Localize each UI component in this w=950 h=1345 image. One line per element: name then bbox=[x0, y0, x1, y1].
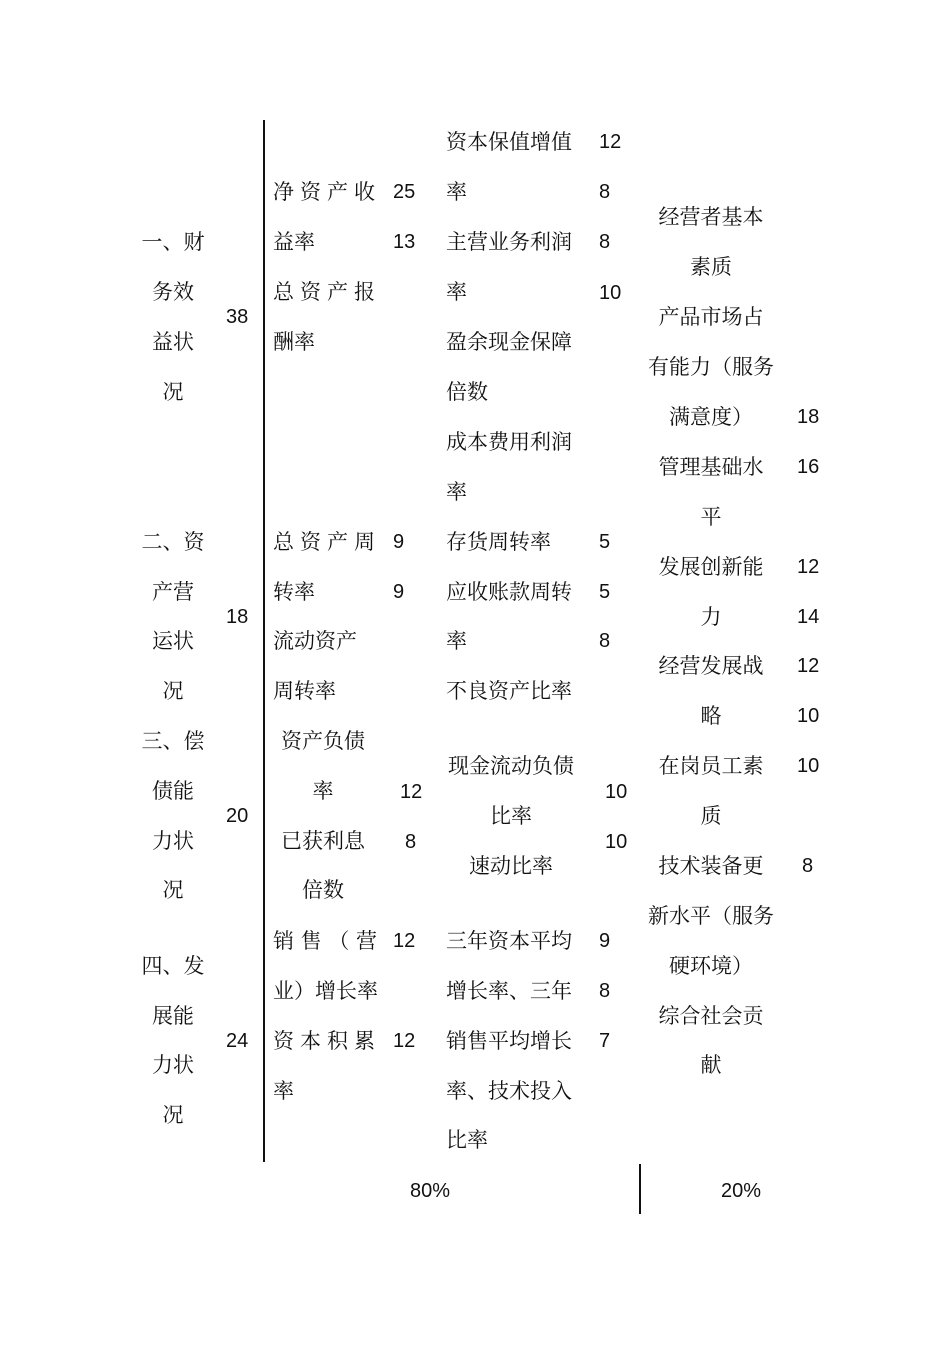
mod-solvency-line-2: 比率 bbox=[490, 804, 532, 828]
section-2-title-line-2: 产营 bbox=[152, 580, 194, 604]
mod-growth-line-4: 率、技术投入 bbox=[446, 1079, 572, 1103]
basic-operation-line-3: 流动资产 bbox=[273, 629, 357, 653]
section-4-score: 24 bbox=[226, 1030, 249, 1052]
basic-solvency-score-1: 12 bbox=[400, 781, 423, 803]
qual-score-2: 16 bbox=[797, 456, 820, 478]
basic-finance-line-3: 总资产报 bbox=[273, 280, 381, 304]
mod-growth-score-3: 7 bbox=[599, 1030, 611, 1052]
qual-line-6: 管理基础水 bbox=[658, 455, 764, 479]
qual-line-17: 综合社会贡 bbox=[658, 1004, 764, 1028]
weight-divider bbox=[639, 1164, 641, 1214]
mod-finance-score-1: 12 bbox=[599, 131, 622, 153]
basic-finance-score-1: 25 bbox=[393, 181, 416, 203]
qual-line-14: 技术装备更 bbox=[658, 854, 764, 878]
basic-finance-line-2: 益率 bbox=[273, 230, 315, 254]
qual-score-5: 12 bbox=[797, 655, 820, 677]
section-1-title-line-1: 一、财 bbox=[141, 230, 205, 254]
qual-line-4: 有能力（服务 bbox=[648, 355, 774, 379]
section-1-title-line-2: 务效 bbox=[152, 280, 194, 304]
section-3-title-line-1: 三、偿 bbox=[141, 729, 205, 753]
qualitative-weight: 20% bbox=[721, 1180, 762, 1202]
section-2-title-line-4: 况 bbox=[162, 679, 184, 703]
qual-score-4: 14 bbox=[797, 606, 820, 628]
basic-finance-line-1: 净资产收 bbox=[273, 180, 381, 204]
basic-solvency-score-2: 8 bbox=[405, 831, 417, 853]
qual-line-18: 献 bbox=[700, 1053, 722, 1077]
qual-line-16: 硬环境） bbox=[669, 954, 753, 978]
basic-solvency-line-1: 资产负债 bbox=[281, 729, 365, 753]
column-divider bbox=[263, 120, 265, 1162]
qual-line-12: 在岗员工素 bbox=[658, 754, 764, 778]
basic-growth-line-4: 率 bbox=[273, 1079, 294, 1103]
quantitative-weight: 80% bbox=[410, 1180, 451, 1202]
mod-solvency-score-2: 10 bbox=[605, 831, 628, 853]
qual-score-1: 18 bbox=[797, 406, 820, 428]
basic-finance-score-2: 13 bbox=[393, 231, 416, 253]
mod-solvency-line-1: 现金流动负债 bbox=[448, 754, 574, 778]
mod-finance-line-3: 主营业务利润 bbox=[446, 230, 572, 254]
section-2-title-line-1: 二、资 bbox=[141, 530, 205, 554]
section-3-title-line-4: 况 bbox=[162, 878, 184, 902]
qual-line-5: 满意度） bbox=[669, 405, 753, 429]
section-1-title-line-4: 况 bbox=[162, 380, 184, 404]
mod-operation-line-4: 不良资产比率 bbox=[446, 679, 572, 703]
mod-growth-score-1: 9 bbox=[599, 930, 611, 952]
mod-operation-score-2: 5 bbox=[599, 581, 611, 603]
qual-line-8: 发展创新能 bbox=[658, 555, 764, 579]
mod-finance-line-5: 盈余现金保障 bbox=[446, 330, 572, 354]
section-4-title-line-1: 四、发 bbox=[141, 954, 205, 978]
basic-solvency-line-3: 已获利息 bbox=[281, 829, 365, 853]
mod-finance-score-4: 10 bbox=[599, 282, 622, 304]
qual-line-7: 平 bbox=[700, 505, 722, 529]
basic-finance-line-4: 酬率 bbox=[273, 330, 315, 354]
qual-score-3: 12 bbox=[797, 556, 820, 578]
basic-growth-score-1: 12 bbox=[393, 930, 416, 952]
section-3-title-line-2: 债能 bbox=[152, 779, 194, 803]
mod-operation-line-3: 率 bbox=[446, 629, 467, 653]
qual-line-9: 力 bbox=[700, 605, 722, 629]
mod-finance-line-4: 率 bbox=[446, 280, 467, 304]
mod-finance-score-3: 8 bbox=[599, 231, 611, 253]
qual-line-13: 质 bbox=[700, 804, 722, 828]
mod-finance-line-1: 资本保值增值 bbox=[446, 130, 572, 154]
mod-operation-line-2: 应收账款周转 bbox=[446, 580, 572, 604]
qual-score-7: 10 bbox=[797, 755, 820, 777]
mod-growth-line-2: 增长率、三年 bbox=[446, 979, 572, 1003]
mod-growth-line-5: 比率 bbox=[446, 1128, 488, 1152]
mod-solvency-line-3: 速动比率 bbox=[469, 854, 553, 878]
basic-solvency-line-4: 倍数 bbox=[302, 878, 344, 902]
qual-line-2: 素质 bbox=[690, 255, 732, 279]
section-2-score: 18 bbox=[226, 606, 249, 628]
basic-operation-line-1: 总资产周 bbox=[273, 530, 381, 554]
basic-operation-score-2: 9 bbox=[393, 581, 405, 603]
basic-operation-line-2: 转率 bbox=[273, 580, 315, 604]
mod-finance-line-8: 率 bbox=[446, 480, 467, 504]
section-4-title-line-2: 展能 bbox=[152, 1004, 194, 1028]
mod-growth-line-1: 三年资本平均 bbox=[446, 929, 572, 953]
qual-score-8: 8 bbox=[802, 855, 814, 877]
section-3-title-line-3: 力状 bbox=[152, 829, 194, 853]
basic-growth-line-1: 销 售 （ 营 bbox=[273, 929, 378, 953]
section-1-score: 38 bbox=[226, 306, 249, 328]
basic-operation-score-1: 9 bbox=[393, 531, 405, 553]
section-2-title-line-3: 运状 bbox=[152, 629, 194, 653]
mod-solvency-score-1: 10 bbox=[605, 781, 628, 803]
basic-solvency-line-2: 率 bbox=[312, 779, 334, 803]
section-4-title-line-4: 况 bbox=[162, 1103, 184, 1127]
mod-operation-line-1: 存货周转率 bbox=[446, 530, 551, 554]
qual-line-15: 新水平（服务 bbox=[648, 904, 774, 928]
basic-growth-line-3: 资本积累 bbox=[273, 1029, 381, 1053]
mod-finance-line-7: 成本费用利润 bbox=[446, 430, 572, 454]
mod-growth-score-2: 8 bbox=[599, 980, 611, 1002]
mod-operation-score-1: 5 bbox=[599, 531, 611, 553]
mod-finance-line-6: 倍数 bbox=[446, 380, 488, 404]
section-4-title-line-3: 力状 bbox=[152, 1053, 194, 1077]
section-1-title-line-3: 益状 bbox=[152, 330, 194, 354]
basic-growth-line-2: 业）增长率 bbox=[273, 979, 378, 1003]
qual-line-11: 略 bbox=[700, 704, 722, 728]
qual-line-10: 经营发展战 bbox=[658, 654, 764, 678]
qual-line-1: 经营者基本 bbox=[658, 205, 764, 229]
mod-growth-line-3: 销售平均增长 bbox=[446, 1029, 572, 1053]
section-3-score: 20 bbox=[226, 805, 249, 827]
qual-score-6: 10 bbox=[797, 705, 820, 727]
mod-operation-score-3: 8 bbox=[599, 630, 611, 652]
mod-finance-line-2: 率 bbox=[446, 180, 467, 204]
basic-growth-score-2: 12 bbox=[393, 1030, 416, 1052]
qual-line-3: 产品市场占 bbox=[658, 305, 764, 329]
basic-operation-line-4: 周转率 bbox=[273, 679, 336, 703]
mod-finance-score-2: 8 bbox=[599, 181, 611, 203]
